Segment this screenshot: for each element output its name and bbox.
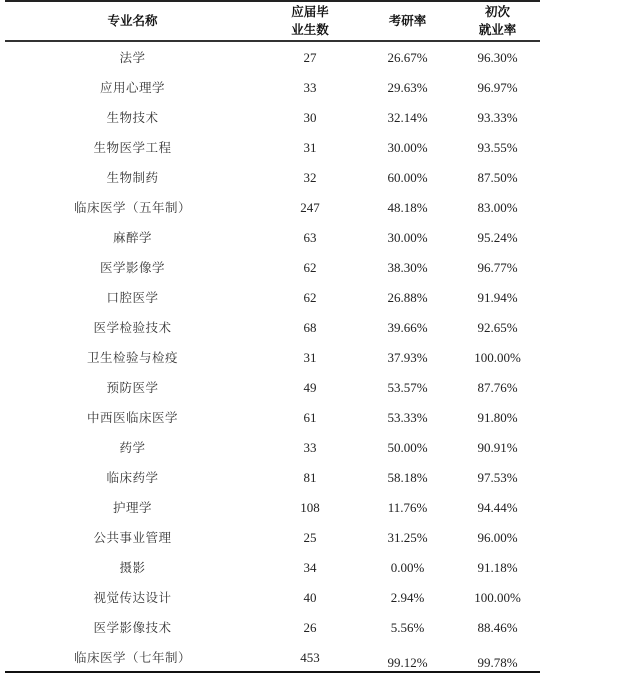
cell-employment-rate: 93.33%: [477, 110, 518, 125]
cell-employment-rate: 93.55%: [477, 140, 518, 155]
cell-major: 药学: [119, 440, 146, 455]
cell-employment-rate: 91.94%: [477, 290, 518, 305]
cell-postgrad-rate: 31.25%: [387, 530, 428, 545]
table-row: [5, 613, 540, 643]
cell-major: 中西医临床医学: [86, 410, 178, 425]
cell-major: 麻醉学: [112, 230, 152, 245]
cell-postgrad-rate: 26.67%: [387, 50, 428, 65]
table-row: [5, 283, 540, 313]
table-row: [5, 643, 540, 673]
cell-postgrad-rate: 5.56%: [390, 620, 425, 635]
cell-postgrad-rate: 53.57%: [387, 380, 428, 395]
header-employment-line2: 就业率: [478, 22, 517, 37]
cell-graduates: 33: [303, 80, 317, 95]
header-postgrad-rate: [360, 2, 455, 40]
cell-graduates: 61: [303, 410, 317, 425]
table-row: [5, 463, 540, 493]
cell-graduates: 26: [303, 620, 317, 635]
cell-graduates: 31: [303, 140, 317, 155]
cell-major: 预防医学: [106, 380, 159, 395]
cell-employment-rate: 91.18%: [477, 560, 518, 575]
cell-graduates: 62: [303, 260, 317, 275]
cell-graduates: 62: [303, 290, 317, 305]
cell-graduates: 108: [300, 500, 320, 515]
cell-postgrad-rate: 53.33%: [387, 410, 428, 425]
table-row: [5, 373, 540, 403]
cell-major: 生物技术: [106, 110, 159, 125]
cell-graduates: 40: [303, 590, 317, 605]
header-graduates-line1: 应届毕: [291, 4, 329, 19]
cell-employment-rate: 96.77%: [477, 260, 518, 275]
table-row: [5, 403, 540, 433]
table-row: [5, 223, 540, 253]
cell-graduates: 63: [303, 230, 317, 245]
table-row: [5, 553, 540, 583]
table-row: [5, 523, 540, 553]
cell-graduates: 33: [303, 440, 317, 455]
cell-postgrad-rate: 26.88%: [387, 290, 428, 305]
cell-postgrad-rate: 2.94%: [390, 590, 425, 605]
cell-employment-rate: 100.00%: [474, 350, 521, 365]
table-bottom-rule: [5, 671, 540, 673]
cell-employment-rate: 83.00%: [477, 200, 518, 215]
cell-major: 法学: [119, 50, 146, 65]
cell-postgrad-rate: 32.14%: [387, 110, 428, 125]
cell-major: 应用心理学: [99, 80, 165, 95]
table-row: [5, 163, 540, 193]
table-row: [5, 253, 540, 283]
cell-postgrad-rate: 39.66%: [387, 320, 428, 335]
cell-employment-rate: 97.53%: [477, 470, 518, 485]
cell-major: 视觉传达设计: [93, 590, 172, 605]
cell-employment-rate: 92.65%: [477, 320, 518, 335]
cell-major: 医学检验技术: [93, 320, 172, 335]
cell-employment-rate: 96.97%: [477, 80, 518, 95]
cell-employment-rate: 94.44%: [477, 500, 518, 515]
header-graduates-line2: 业生数: [291, 22, 329, 37]
cell-employment-rate: 96.00%: [477, 530, 518, 545]
cell-employment-rate: 87.50%: [477, 170, 518, 185]
table-row: [5, 313, 540, 343]
cell-major: 医学影像学: [99, 260, 165, 275]
cell-postgrad-rate: 0.00%: [390, 560, 425, 575]
cell-postgrad-rate: 30.00%: [387, 230, 428, 245]
cell-postgrad-rate: 99.12%: [387, 655, 428, 670]
cell-graduates: 30: [303, 110, 317, 125]
cell-graduates: 31: [303, 350, 317, 365]
cell-major: 临床医学（七年制）: [73, 650, 191, 665]
table-header: [5, 2, 540, 40]
cell-postgrad-rate: 37.93%: [387, 350, 428, 365]
cell-major: 口腔医学: [106, 290, 159, 305]
cell-major: 医学影像技术: [93, 620, 172, 635]
cell-employment-rate: 91.80%: [477, 410, 518, 425]
cell-major: 卫生检验与检疫: [86, 350, 178, 365]
table-row: [5, 73, 540, 103]
header-major-name-label: 专业名称: [107, 13, 158, 28]
cell-major: 摄影: [119, 560, 146, 575]
cell-employment-rate: 87.76%: [477, 380, 518, 395]
cell-major: 护理学: [112, 500, 152, 515]
cell-postgrad-rate: 50.00%: [387, 440, 428, 455]
cell-major: 临床医学（五年制）: [73, 200, 191, 215]
table-row: [5, 103, 540, 133]
cell-employment-rate: 100.00%: [474, 590, 521, 605]
cell-major: 临床药学: [106, 470, 159, 485]
cell-graduates: 32: [303, 170, 317, 185]
cell-graduates: 81: [303, 470, 317, 485]
header-graduates: [260, 2, 360, 40]
header-postgrad-rate-label: 考研率: [388, 13, 427, 28]
table-row: [5, 133, 540, 163]
cell-postgrad-rate: 29.63%: [387, 80, 428, 95]
table-row: [5, 583, 540, 613]
cell-graduates: 27: [303, 50, 317, 65]
cell-postgrad-rate: 60.00%: [387, 170, 428, 185]
table-row: [5, 343, 540, 373]
header-major-name: [5, 2, 260, 40]
cell-postgrad-rate: 58.18%: [387, 470, 428, 485]
cell-employment-rate: 96.30%: [477, 50, 518, 65]
cell-postgrad-rate: 48.18%: [387, 200, 428, 215]
cell-graduates: 453: [300, 650, 320, 665]
cell-major: 生物制药: [106, 170, 159, 185]
cell-employment-rate: 90.91%: [477, 440, 518, 455]
cell-postgrad-rate: 30.00%: [387, 140, 428, 155]
table-row: [5, 433, 540, 463]
cell-postgrad-rate: 11.76%: [387, 500, 428, 515]
table-row: [5, 193, 540, 223]
cell-graduates: 25: [303, 530, 317, 545]
cell-postgrad-rate: 38.30%: [387, 260, 428, 275]
cell-graduates: 34: [303, 560, 317, 575]
cell-employment-rate: 88.46%: [477, 620, 518, 635]
cell-graduates: 247: [300, 200, 320, 215]
table-row: [5, 43, 540, 73]
table-header-rule: [5, 40, 540, 42]
cell-employment-rate: 95.24%: [477, 230, 518, 245]
header-employment-rate: [455, 2, 540, 40]
cell-graduates: 49: [303, 380, 317, 395]
cell-graduates: 68: [303, 320, 317, 335]
cell-major: 公共事业管理: [93, 530, 172, 545]
cell-major: 生物医学工程: [93, 140, 172, 155]
table-row: [5, 493, 540, 523]
header-employment-line1: 初次: [484, 4, 510, 19]
cell-employment-rate: 99.78%: [477, 655, 518, 670]
